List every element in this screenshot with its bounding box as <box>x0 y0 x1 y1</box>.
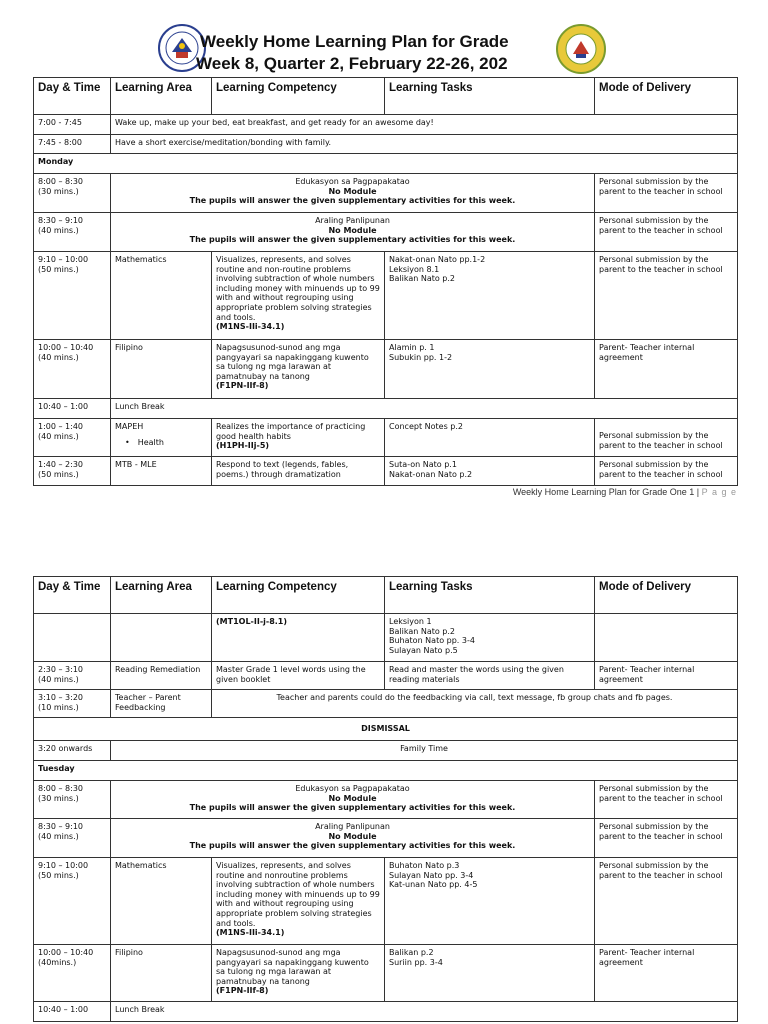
weekly-plan-table <box>33 77 738 486</box>
page-1 <box>0 0 768 500</box>
time-cell: 10:40 – 1:00 <box>34 1002 111 1022</box>
activity-note: The pupils will answer the given supplementary activities for this week. <box>189 235 516 245</box>
time-cell: 7:00 - 7:45 <box>34 115 111 135</box>
header-learning-area: Learning Area <box>111 577 212 614</box>
table-header-row <box>34 78 738 115</box>
competency-code: (M1NS-IIi-34.1) <box>216 322 285 332</box>
mode-cell: Personal submission by the parent to the teacher in school <box>595 781 738 819</box>
tasks-cell: Read and master the words using the given reading materials <box>385 662 595 690</box>
page-footer <box>0 487 737 497</box>
task-item: Subukin pp. 1-2 <box>389 352 453 362</box>
time-cell: 7:45 - 8:00 <box>34 135 111 154</box>
module-note: No Module <box>328 793 377 803</box>
time-cell <box>34 945 111 1002</box>
area-cell: Filipino <box>111 340 212 399</box>
header-mode-of-delivery: Mode of Delivery <box>595 577 738 614</box>
time-cell <box>34 662 111 690</box>
time-cell <box>34 819 111 858</box>
competency-cell <box>212 858 385 945</box>
task-item: Kat-unan Nato pp. 4-5 <box>389 880 478 890</box>
table-row <box>34 858 738 945</box>
footer-text: Weekly Home Learning Plan for Grade One 1 | <box>512 487 700 497</box>
duration: (40mins.) <box>38 957 77 967</box>
merged-subject-cell <box>111 174 595 213</box>
module-note: No Module <box>328 225 377 235</box>
subject-name: Edukasyon sa Pagpapakatao <box>295 784 410 793</box>
tasks-cell: Concept Notes p.2 <box>385 419 595 457</box>
competency-code: (F1PN-IIf-8) <box>216 986 269 996</box>
tasks-cell <box>385 614 595 662</box>
header-learning-tasks: Learning Tasks <box>385 577 595 614</box>
task-item: Sulayan Nato pp. 3-4 <box>389 870 474 880</box>
area-cell: MTB - MLE <box>111 457 212 486</box>
mode-cell: Personal submission by the parent to the teacher in school <box>595 252 738 340</box>
table-row <box>34 399 738 419</box>
page-2 <box>0 560 768 1024</box>
subject-name: Araling Panlipunan <box>315 822 390 831</box>
table-header-row <box>34 577 738 614</box>
time-range: 8:00 – 8:30 <box>38 784 84 793</box>
competency-cell <box>212 252 385 340</box>
subject-name: Araling Panlipunan <box>315 216 390 225</box>
duration: (30 mins.) <box>38 793 79 803</box>
time-cell <box>34 858 111 945</box>
mode-cell: Parent- Teacher internal agreement <box>595 945 738 1002</box>
mode-cell: Personal submission by the parent to the teacher in school <box>595 213 738 252</box>
duration: (40 mins.) <box>38 674 79 684</box>
mode-cell: Personal submission by the parent to the teacher in school <box>595 819 738 858</box>
day-label: Monday <box>34 154 738 174</box>
competency-text: Napagsusunod-sunod ang mga pangyayari sa napakinggang kuwento sa tulong ng mga larawan at pamatnubay na tanong <box>216 948 369 986</box>
competency-code: (F1PN-IIf-8) <box>216 381 269 391</box>
competency-cell <box>212 340 385 399</box>
competency-cell <box>212 419 385 457</box>
table-row <box>34 419 738 457</box>
mode-cell: Parent- Teacher internal agreement <box>595 662 738 690</box>
time-cell <box>34 252 111 340</box>
table-row <box>34 781 738 819</box>
competency-text: Napagsusunod-sunod ang mga pangyayari sa napakinggang kuwento sa tulong ng mga larawan at pamatnubay na tanong <box>216 343 369 381</box>
task-item: Buhaton Nato pp. 3-4 <box>389 636 475 646</box>
mode-cell: Personal submission by the parent to the teacher in school <box>595 174 738 213</box>
table-row <box>34 690 738 718</box>
merged-subject-cell <box>111 819 595 858</box>
competency-text: Visualizes, represents, and solves routine and non-routine problems involving subtraction of whole numbers including money with minuends up to 99 with and without regrouping using appropriate problem solving strategies and tools. <box>216 255 380 322</box>
time-cell <box>34 457 111 486</box>
time-cell: 10:40 – 1:00 <box>34 399 111 419</box>
header-learning-competency: Learning Competency <box>212 78 385 115</box>
area-cell: Filipino <box>111 945 212 1002</box>
competency-cell: Master Grade 1 level words using the given booklet <box>212 662 385 690</box>
dismissal-row <box>34 718 738 741</box>
duration: (40 mins.) <box>38 431 79 441</box>
merged-subject-cell <box>111 781 595 819</box>
tasks-cell <box>385 858 595 945</box>
module-note: No Module <box>328 186 377 196</box>
day-label: Tuesday <box>34 761 738 781</box>
time-range: 10:00 – 10:40 <box>38 343 94 352</box>
area-cell <box>111 614 212 662</box>
activity-cell: Wake up, make up your bed, eat breakfast, and get ready for an awesome day! <box>111 115 738 135</box>
duration: (40 mins.) <box>38 352 79 362</box>
area-sub-bullet: • Health <box>115 438 207 448</box>
day-row <box>34 761 738 781</box>
mode-text: Personal submission by the parent to the teacher in school <box>599 431 723 450</box>
document-header <box>0 20 768 80</box>
header-learning-tasks: Learning Tasks <box>385 78 595 115</box>
table-row <box>34 1002 738 1022</box>
duration: (30 mins.) <box>38 186 79 196</box>
task-item: Suta-on Nato p.1 <box>389 460 457 469</box>
time-cell <box>34 690 111 718</box>
time-cell <box>34 174 111 213</box>
time-range: 9:10 – 10:00 <box>38 255 89 264</box>
dismissal-label: DISMISSAL <box>34 718 738 741</box>
activity-note: The pupils will answer the given supplementary activities for this week. <box>189 803 516 813</box>
area-cell: Mathematics <box>111 858 212 945</box>
day-row <box>34 154 738 174</box>
footer-page-label: P a g e <box>701 487 737 497</box>
time-cell <box>34 419 111 457</box>
tasks-cell <box>385 457 595 486</box>
task-item: Nakat-onan Nato pp.1-2 <box>389 255 486 264</box>
time-cell <box>34 614 111 662</box>
area-cell: Teacher – Parent Feedbacking <box>111 690 212 718</box>
duration: (50 mins.) <box>38 264 79 274</box>
table-row <box>34 741 738 761</box>
activity-cell: Have a short exercise/meditation/bonding with family. <box>111 135 738 154</box>
duration: (10 mins.) <box>38 702 79 712</box>
subject-name: Edukasyon sa Pagpapakatao <box>295 177 410 186</box>
table-row <box>34 252 738 340</box>
activity-note: The pupils will answer the given supplementary activities for this week. <box>189 196 516 206</box>
competency-code: (M1NS-IIi-34.1) <box>216 928 285 938</box>
table-row <box>34 457 738 486</box>
task-item: Sulayan Nato p.5 <box>389 645 458 655</box>
module-note: No Module <box>328 831 377 841</box>
table-row <box>34 614 738 662</box>
weekly-plan-table-continued <box>33 576 738 1022</box>
task-item: Nakat-onan Nato p.2 <box>389 469 473 479</box>
task-item: Suriin pp. 3-4 <box>389 957 443 967</box>
header-learning-area: Learning Area <box>111 78 212 115</box>
area-cell <box>111 419 212 457</box>
time-range: 9:10 – 10:00 <box>38 861 89 870</box>
task-item: Leksiyon 8.1 <box>389 264 440 274</box>
activity-cell: Family Time <box>111 741 738 761</box>
table-row <box>34 662 738 690</box>
time-range: 3:10 – 3:20 <box>38 693 84 702</box>
time-range: 8:30 – 9:10 <box>38 216 84 225</box>
table-row <box>34 945 738 1002</box>
tasks-cell <box>385 340 595 399</box>
competency-code: (MT1OL-II-j-8.1) <box>212 614 385 662</box>
mode-cell: Personal submission by the parent to the teacher in school <box>595 457 738 486</box>
school-seal-icon <box>556 24 606 74</box>
time-range: 8:00 – 8:30 <box>38 177 84 186</box>
tasks-cell <box>385 252 595 340</box>
table-row <box>34 135 738 154</box>
mode-cell <box>595 614 738 662</box>
competency-cell: Respond to text (legends, fables, poems.) through dramatization <box>212 457 385 486</box>
activity-cell: Lunch Break <box>111 1002 738 1022</box>
competency-text: Realizes the importance of practicing good health habits <box>216 422 366 441</box>
time-cell <box>34 781 111 819</box>
table-row <box>34 340 738 399</box>
activity-note: The pupils will answer the given supplementary activities for this week. <box>189 841 516 851</box>
table-row <box>34 115 738 135</box>
competency-text: Visualizes, represents, and solves routine and nonroutine problems involving subtraction of whole numbers including money with minuends up to 99 with and without regrouping using appropriate problem solving strategies and tools. <box>216 861 380 928</box>
activity-cell: Teacher and parents could do the feedbacking via call, text message, fb group chats and fb pages. <box>212 690 738 718</box>
time-range: 1:00 – 1:40 <box>38 422 84 431</box>
duration: (40 mins.) <box>38 831 79 841</box>
header-day-time: Day & Time <box>34 78 111 115</box>
mode-cell <box>595 419 738 457</box>
time-cell <box>34 213 111 252</box>
duration: (40 mins.) <box>38 225 79 235</box>
area-cell: Mathematics <box>111 252 212 340</box>
mode-cell: Parent- Teacher internal agreement <box>595 340 738 399</box>
header-learning-competency: Learning Competency <box>212 577 385 614</box>
table-row <box>34 174 738 213</box>
table-row <box>34 819 738 858</box>
task-item: Buhaton Nato p.3 <box>389 861 460 870</box>
task-item: Balikan Nato p.2 <box>389 626 456 636</box>
duration: (50 mins.) <box>38 469 79 479</box>
duration: (50 mins.) <box>38 870 79 880</box>
task-item: Leksiyon 1 <box>389 617 432 626</box>
area-cell: Reading Remediation <box>111 662 212 690</box>
task-item: Alamin p. 1 <box>389 343 435 352</box>
time-cell <box>34 340 111 399</box>
table-row <box>34 213 738 252</box>
task-item: Balikan Nato p.2 <box>389 274 456 284</box>
document-title-line-1: Weekly Home Learning Plan for Grade <box>200 32 509 51</box>
tasks-cell <box>385 945 595 1002</box>
time-range: 8:30 – 9:10 <box>38 822 84 831</box>
merged-subject-cell <box>111 213 595 252</box>
document-title-line-2: Week 8, Quarter 2, February 22-26, 202 <box>196 54 508 73</box>
time-range: 2:30 – 3:10 <box>38 665 84 674</box>
time-range: 10:00 – 10:40 <box>38 948 94 957</box>
competency-cell <box>212 945 385 1002</box>
time-cell: 3:20 onwards <box>34 741 111 761</box>
area-name: MAPEH <box>115 422 144 431</box>
time-range: 1:40 – 2:30 <box>38 460 84 469</box>
activity-cell: Lunch Break <box>111 399 738 419</box>
header-day-time: Day & Time <box>34 577 111 614</box>
competency-code: (H1PH-IIj-5) <box>216 441 270 451</box>
header-mode-of-delivery: Mode of Delivery <box>595 78 738 115</box>
task-item: Balikan p.2 <box>389 948 434 957</box>
mode-cell: Personal submission by the parent to the teacher in school <box>595 858 738 945</box>
